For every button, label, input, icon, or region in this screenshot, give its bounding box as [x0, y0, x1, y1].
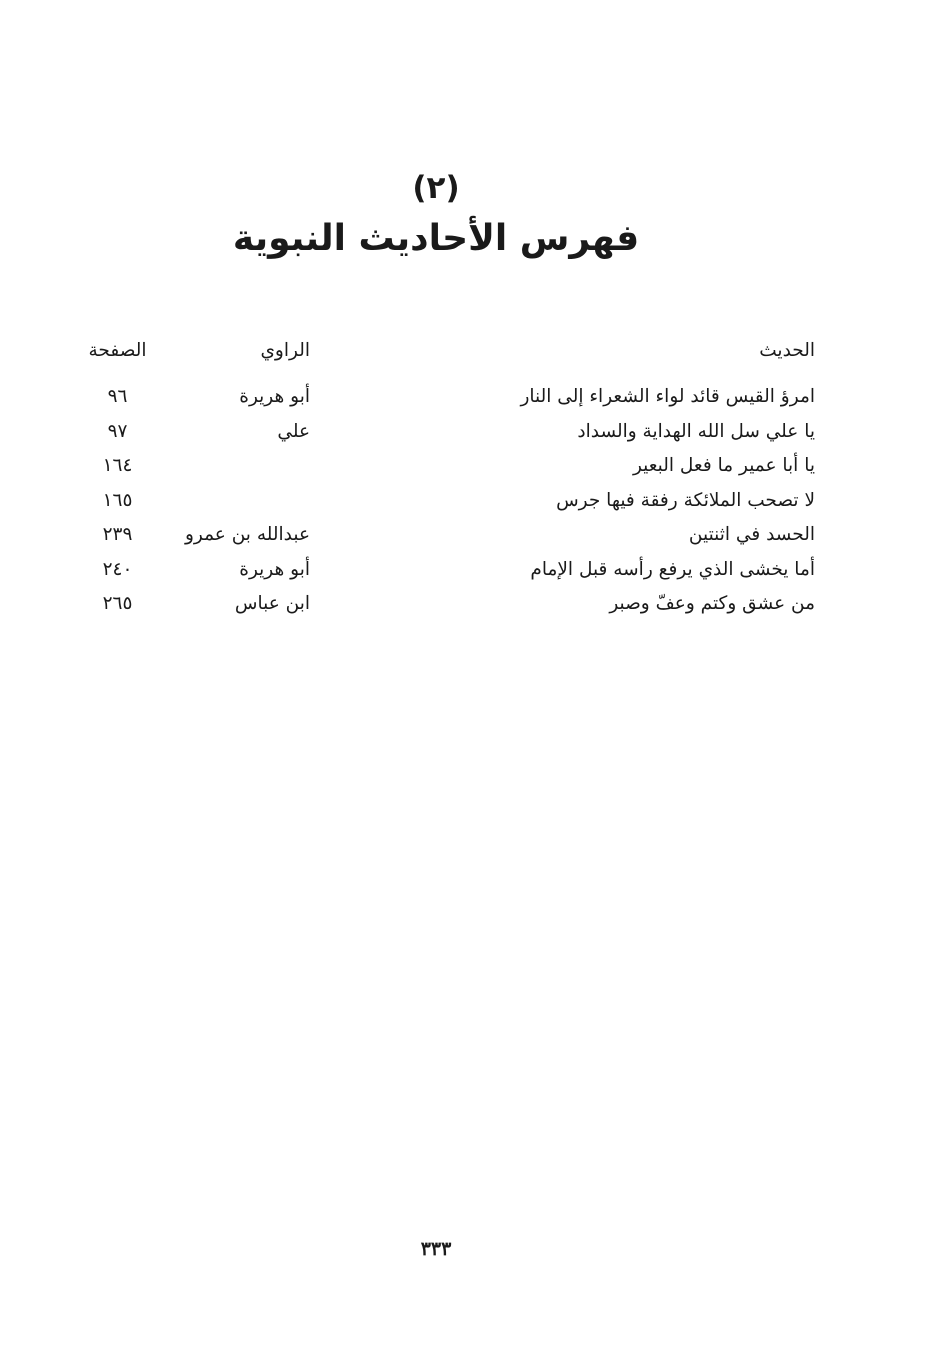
header-page: الصفحة [88, 340, 147, 361]
hadith-text: الحسد في اثنتين [688, 524, 815, 545]
narrator-name: أبو هريرة [239, 558, 310, 580]
table-row [55, 386, 815, 421]
table-row [55, 524, 815, 559]
narrator-name: أبو هريرة [239, 386, 310, 407]
table-row [55, 455, 815, 490]
page-number: ٢٣٩ [102, 524, 133, 545]
hadith-text: امرؤ القيس قائد لواء الشعراء إلى النار [520, 386, 815, 407]
hadith-text: أما يخشى الذي يرفع رأسه قبل الإمام [530, 558, 815, 580]
page-number: ٢٦٥ [102, 593, 133, 614]
page-number: ٢٤٠ [102, 558, 133, 580]
page-title: فهرس الأحاديث النبوية [232, 218, 640, 259]
hadith-text: يا علي سل الله الهداية والسداد [577, 420, 815, 442]
table-row [55, 559, 815, 594]
table-row [55, 421, 815, 456]
header-hadith: الحديث [759, 340, 815, 361]
page-number: ١٦٤ [102, 455, 133, 476]
narrator-name: علي [277, 420, 310, 442]
hadith-index-table [55, 340, 815, 628]
header-narrator: الراوي [260, 340, 310, 361]
section-number: (٢) [412, 170, 460, 206]
narrator-name: ابن عباس [234, 593, 310, 614]
table-row [55, 593, 815, 628]
page-number: ٩٧ [107, 420, 128, 442]
hadith-text: لا تصحب الملائكة رفقة فيها جرس [556, 489, 815, 511]
table-row [55, 490, 815, 525]
page-number: ٩٦ [107, 386, 128, 407]
table-header-row [55, 340, 815, 386]
hadith-text: يا أبا عمير ما فعل البعير [632, 455, 815, 476]
narrator-name: عبدالله بن عمرو [184, 524, 310, 545]
page-folio-number: ٣٣٣ [420, 1238, 452, 1260]
page-number: ١٦٥ [102, 489, 133, 511]
hadith-text: من عشق وكتم وعفّ وصبر [609, 593, 815, 614]
